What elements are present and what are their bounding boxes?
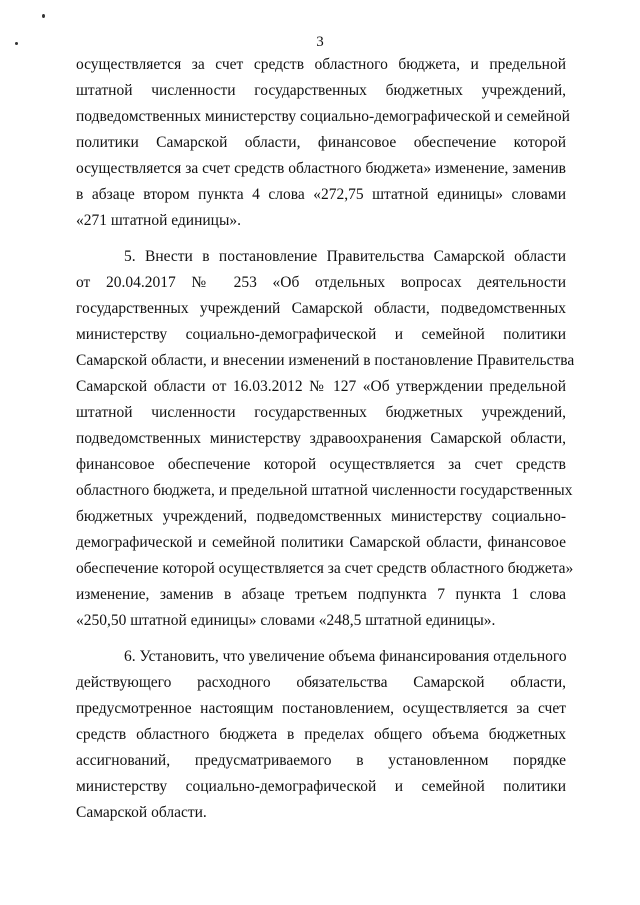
text-line: предусмотренное настоящим постановлением, осуществляется за счет [76,700,566,717]
text-line: штатной численности государственных бюджетных учреждений, [76,82,566,99]
text-line: «250,50 штатной единицы» словами «248,5 штатной единицы». [76,612,496,629]
text-line: политики Самарской области, финансовое обеспечение которой [76,134,566,151]
paragraph-item-6 [76,644,566,826]
text-line: Самарской области от 16.03.2012 № 127 «Об утверждении предельной [76,378,566,395]
text-line: государственных учреждений Самарской области, подведомственных [76,300,566,317]
text-line: финансовое обеспечение которой осуществляется за счет средств [76,456,566,473]
text-line: министерству социально-демографической и семейной политики [76,326,566,343]
text-line: осуществляется за счет средств областного бюджета» изменение, заменив [76,160,566,177]
text-line: ассигнований, предусматриваемого в установленном порядке [76,752,566,769]
text-line: Самарской области. [76,804,207,821]
scan-speck [42,14,45,18]
text-line: бюджетных учреждений, подведомственных министерству социально- [76,508,566,525]
text-line: изменение, заменив в абзаце третьем подпункта 7 пункта 1 слова [76,586,566,603]
text-line: в абзаце втором пункта 4 слова «272,75 штатной единицы» словами [76,186,566,203]
text-line: осуществляется за счет средств областного бюджета, и предельной [76,56,566,73]
text-line: «271 штатной единицы». [76,212,242,229]
text-line: демографической и семейной политики Самарской области, финансовое [76,534,566,551]
text-line: подведомственных министерству социально-демографической и семейной [76,108,570,125]
page-number: 3 [316,34,324,50]
text-line: министерству социально-демографической и семейной политики [76,778,566,795]
text-line: штатной численности государственных бюджетных учреждений, [76,404,566,421]
text-line: подведомственных министерству здравоохранения Самарской области, [76,430,566,447]
text-line: действующего расходного обязательства Самарской области, [76,674,566,691]
text-line: Самарской области, и внесении изменений в постановление Правительства [76,352,575,369]
text-line: областного бюджета, и предельной штатной численности государственных [76,482,573,499]
paragraph-item-5 [76,244,575,634]
text-line: обеспечение которой осуществляется за счет средств областного бюджета» [76,560,574,577]
document-body [76,52,575,826]
text-line: от 20.04.2017 № 253 «Об отдельных вопросах деятельности [76,274,566,291]
text-line: 5. Внести в постановление Правительства Самарской области [124,248,566,265]
text-line: средств областного бюджета в пределах общего объема бюджетных [76,726,566,743]
paragraph [76,52,570,234]
text-line: 6. Установить, что увеличение объема финансирования отдельного [124,648,567,665]
